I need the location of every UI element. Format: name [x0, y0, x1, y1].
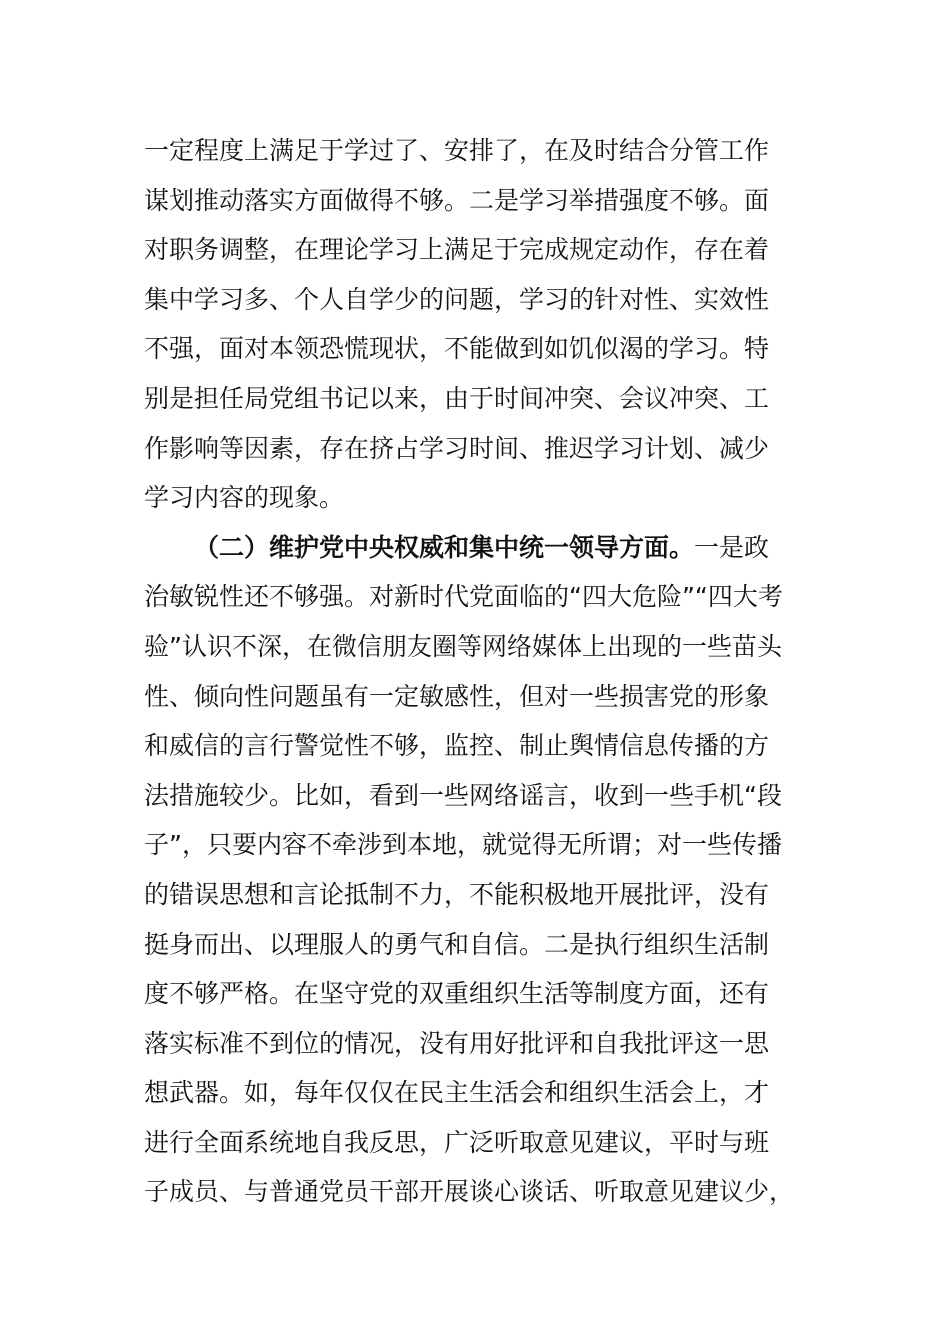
text-line: 度不够严格。在坚守党的双重组织生活等制度方面，还有 [144, 979, 770, 1009]
text-line: 的错误思想和言论抵制不力，不能积极地开展批评，没有 [144, 879, 770, 909]
text-line: 进行全面系统地自我反思，广泛听取意见建议，平时与班 [144, 1127, 770, 1157]
text-line: 别是担任局党组书记以来，由于时间冲突、会议冲突、工 [144, 383, 770, 413]
document-body [144, 126, 824, 1217]
text-line: 作影响等因素，存在挤占学习时间、推迟学习计划、减少 [144, 433, 770, 463]
text-line: 想武器。如，每年仅仅在民主生活会和组织生活会上，才 [144, 1078, 770, 1108]
text-line: 谋划推动落实方面做得不够。二是学习举措强度不够。面 [144, 185, 770, 215]
section-2-heading-continuation: 一是政 [694, 532, 770, 562]
text-line: 和威信的言行警觉性不够，监控、制止舆情信息传播的方 [144, 731, 770, 761]
text-line: 落实标准不到位的情况，没有用好批评和自我批评这一思 [144, 1028, 770, 1058]
text-line: 子成员、与普通党员干部开展谈心谈话、听取意见建议少， [144, 1177, 795, 1207]
text-line: 不强，面对本领恐慌现状，不能做到如饥似渴的学习。特 [144, 334, 770, 364]
section-2-first-line [144, 523, 824, 573]
text-line: 对职务调整，在理论学习上满足于完成规定动作，存在着 [144, 235, 770, 265]
text-line: 学习内容的现象。 [144, 483, 345, 513]
text-line: 性、倾向性问题虽有一定敏感性，但对一些损害党的形象 [144, 681, 770, 711]
text-line: 治敏锐性还不够强。对新时代党面临的“四大危险”“四大考 [144, 582, 783, 612]
section-2-heading: （二）维护党中央权威和集中统一领导方面。 [194, 532, 695, 562]
text-line: 子”，只要内容不牵涉到本地，就觉得无所谓；对一些传播 [144, 830, 782, 860]
text-line: 一定程度上满足于学过了、安排了，在及时结合分管工作 [144, 136, 770, 165]
text-line: 挺身而出、以理服人的勇气和自信。二是执行组织生活制 [144, 929, 770, 959]
text-line: 法措施较少。比如，看到一些网络谣言，收到一些手机“段 [144, 780, 782, 810]
text-line: 集中学习多、个人自学少的问题，学习的针对性、实效性 [144, 284, 770, 314]
text-line: 验”认识不深，在微信朋友圈等网络媒体上出现的一些苗头 [144, 631, 782, 661]
